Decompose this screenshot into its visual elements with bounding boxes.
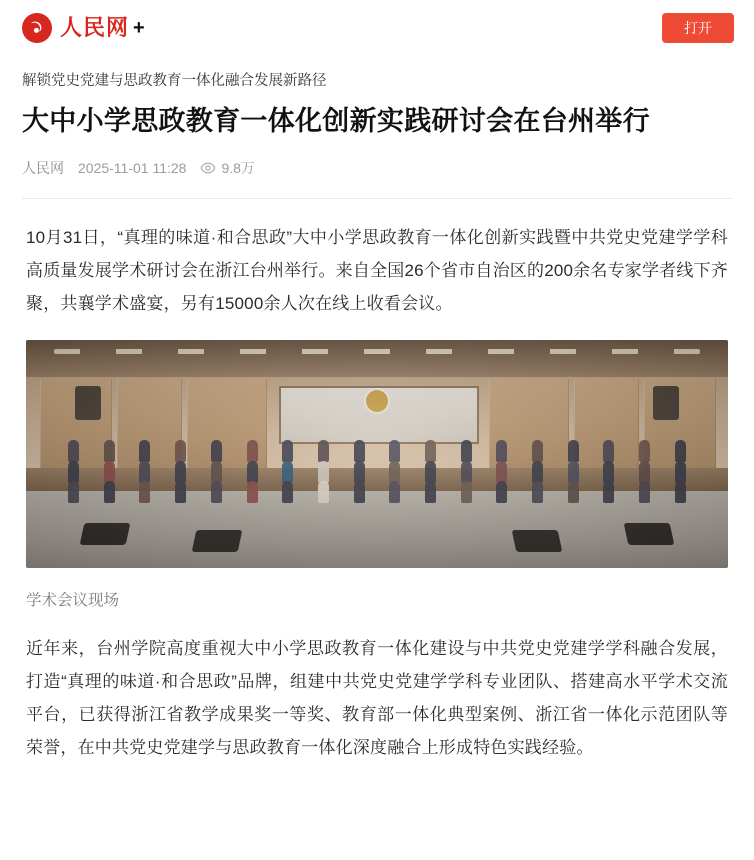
view-count [200,158,254,178]
article-meta [22,158,732,198]
open-app-button[interactable]: 打开 [662,13,734,44]
image-caption: 学术会议现场 [26,592,120,610]
article-date: 2025-11-01 11:28 [78,159,187,176]
article-kicker: 解锁党史党建与思政教育一体化融合发展新路径 [22,73,327,89]
article-body [0,199,754,815]
page-title: 大中小学思政教育一体化创新实践研讨会在台州举行 [22,106,650,137]
people-daily-logo-icon [22,13,52,43]
top-bar [0,0,754,56]
eye-icon [200,160,216,176]
article-header [0,56,754,198]
article-paragraph: 10月31日，“真理的味道·和合思政”大中小学思政教育一体化创新实践暨中共党史党建学学科高质量发展学术研讨会在浙江台州举行。来自全国26个省市自治区的200余名专家学者线下齐聚，共襄学术盛宴，另有15000余人次在线上收看会议。 [26,227,728,313]
article-source: 人民网 [22,159,64,176]
brand-plus: + [133,17,145,39]
article-paragraph: 近年来，台州学院高度重视大中小学思政教育一体化建设与中共党史党建学学科融合发展，打造“真理的味道·和合思政”品牌，组建中共党史党建学学科专业团队、搭建高水平学术交流平台，已获得浙江省教学成果奖一等奖、教育部一体化典型案例、浙江省一体化示范团队等荣誉，在中共党史党建学与思政教育一体化深度融合上形成特色实践经验。 [26,639,728,758]
brand-logo[interactable] [22,13,145,43]
view-count-value: 9.8万 [221,159,255,176]
conference-photo [26,340,728,568]
brand-name: 人民网 [60,15,130,40]
article-figure [26,340,728,568]
